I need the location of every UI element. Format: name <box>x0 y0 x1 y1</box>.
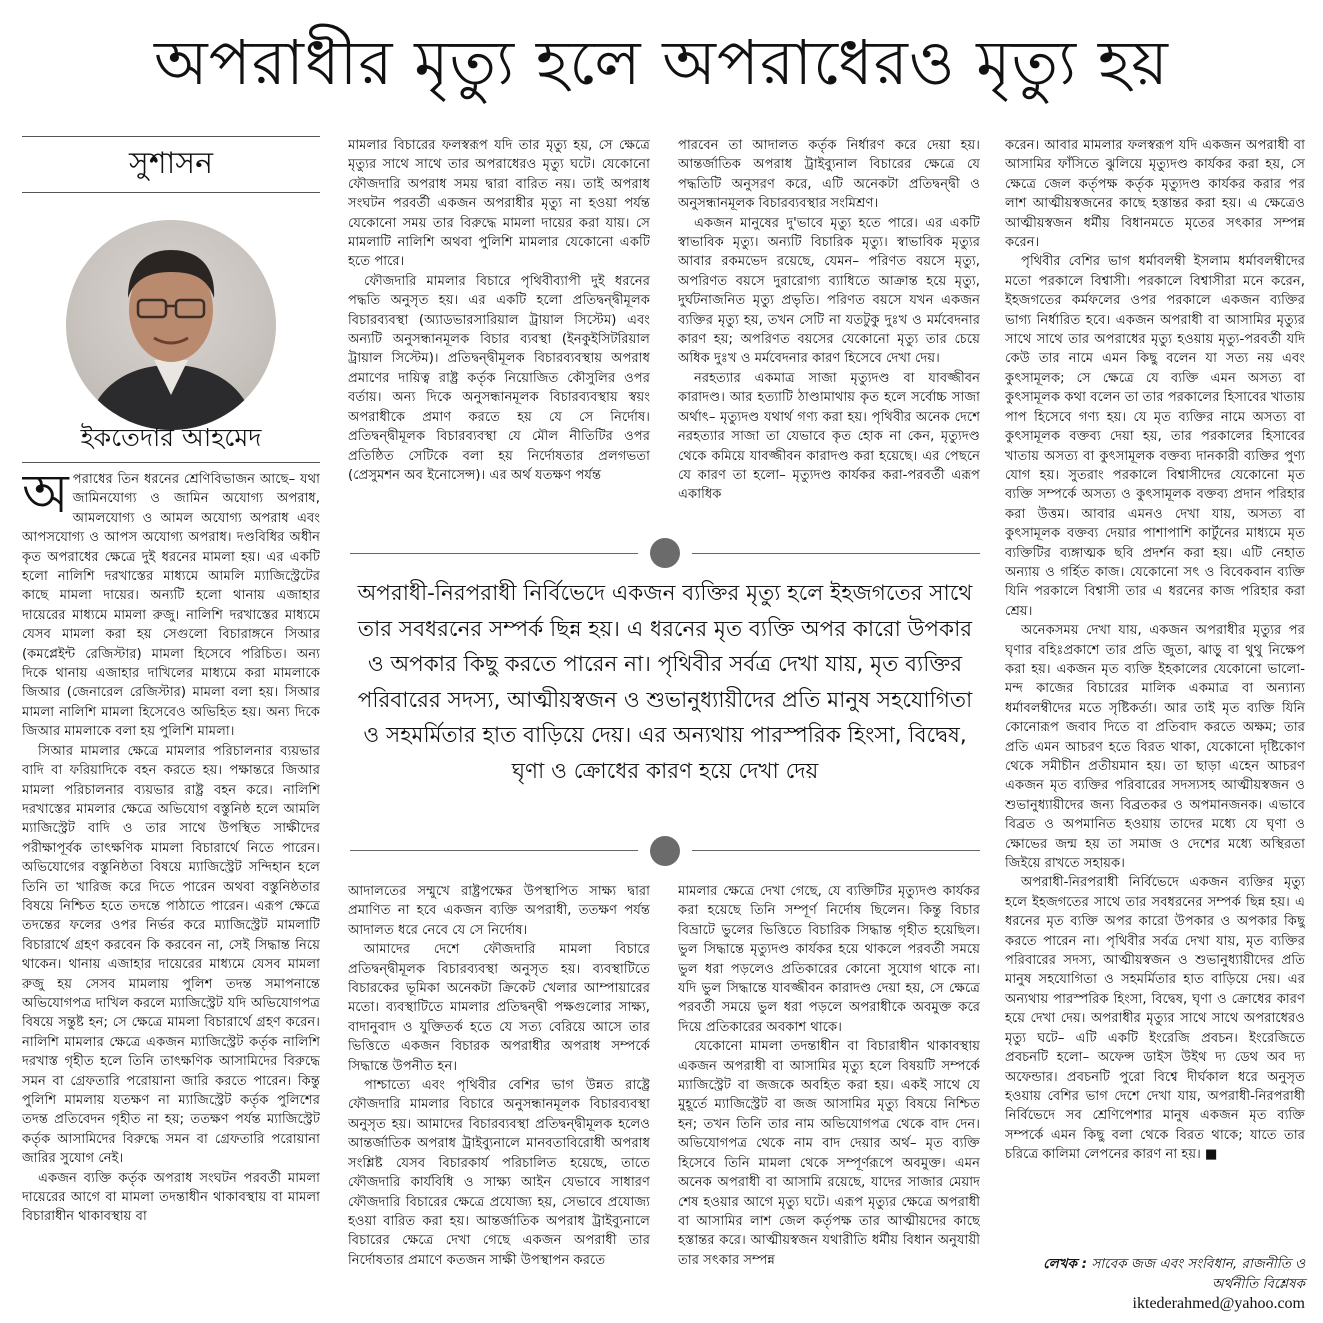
section-title: সুশাসন <box>129 146 213 181</box>
intro-paragraph <box>22 470 320 742</box>
paragraph: অনেকসময় দেখা যায়, একজন অপরাধীর মৃত্যুর পর ঘৃণার বহিঃপ্রকাশে তার প্রতি জুতা, ঝাড়ু বা থুথু নিক্ষেপ করা হয়। একজন মৃত ব্যক্তি ইহকালের যেকোনো ভালো-মন্দ কাজের বিচারের মালিক একমাত্র বা অন্যান্য ধর্মাবলম্বীদের মতে সৃষ্টিকর্তা। আর তাই মৃত ব্যক্তি যিনি কোনোরূপ জবাব দিতে বা প্রতিবাদ করতে অক্ষম; তার প্রতি এমন আচরণ হতে বিরত থাকা, যেকোনো দৃষ্টিকোণ থেকে সমীচীন প্রতীয়মান হয়। তা ছাড়া এহেন আচরণ একজন মৃত ব্যক্তির পরিবারের সদস্যসহ আত্মীয়স্বজন ও শুভানুধ্যায়ীদের জন্য বিব্রতকর ও অপমানজনক। এভাবে বিব্রত ও অপমানিত হওয়ায় তাদের মধ্যে যে ঘৃণা ও ক্ষোভের জন্ম হয় তা সমাজ ও দেশের মধ্যে অস্থিরতা জিইয়ে রাখতে সহায়ক। <box>1005 623 1305 872</box>
author-photo <box>66 220 276 430</box>
pullquote-rule-left-top <box>350 553 638 554</box>
paragraph: ফৌজদারি মামলার বিচারে পৃথিবীব্যাপী দুই ধরনের পদ্ধতি অনুসৃত হয়। এর একটি হলো প্রতিদ্বন্দ্বীমূলক বিচারব্যবস্থা (অ্যাডভারসারিয়াল ট্রায়াল সিস্টেম) এবং অন্যটি অনুসন্ধানমূলক বিচার ব্যবস্থা (ইনকুইসিটরিয়াল ট্রায়াল সিস্টেম)। প্রতিদ্বন্দ্বীমূলক বিচারব্যবস্থায় অপরাধ প্রমাণের দায়িত্ব রাষ্ট্র কর্তৃক নিয়োজিত কৌসুলির ওপর বর্তায়। অন্য দিকে অনুসন্ধানমূলক বিচারব্যবস্থায় স্বয়ং অপরাধীকে প্রমাণ করতে হয় যে সে নির্দোষ। প্রতিদ্বন্দ্বীমূলক বিচারব্যবস্থা যে মৌল নীতিটির ওপর প্রতিষ্ঠিত সেটিকে বলা হয় নির্দোষতার প্রলগভতা (প্রেসুমশন অব ইনোসেন্স)। এর অর্থ যতক্ষণ পর্যন্ত <box>348 273 650 483</box>
author-credit <box>1005 1254 1305 1314</box>
credit-line-1: সাবেক জজ এবং সংবিধান, রাজনীতি ও <box>1091 1256 1305 1272</box>
pullquote-rule-right-bottom <box>692 850 980 851</box>
pullquote-dot-top <box>650 538 680 568</box>
author-portrait-illustration <box>66 220 276 430</box>
paragraph: পাশ্চাত্যে এবং পৃথিবীর বেশির ভাগ উন্নত রাষ্ট্রে ফৌজদারি মামলার বিচারে অনুসন্ধানমূলক বিচারব্যবস্থা অনুসৃত হয়। আমাদের বিচারব্যবস্থা প্রতিদ্বন্দ্বীমূলক হলেও আন্তর্জাতিক অপরাধ ট্রাইব্যুনালে মানবতাবিরোধী অপরাধ সংশ্লিষ্ট যেসব বিচারকার্য পরিচালিত হয়েছে, তাতে ফৌজদারি কার্যবিধি ও সাক্ষ্য আইন যেভাবে সাধারণ ফৌজদারি বিচারের ক্ষেত্রে প্রযোজ্য হয়, সেভাবে প্রযোজ্য হওয়া বারিত করা হয়। আন্তর্জাতিক অপরাধ ট্রাইব্যুনালে বিচারের ক্ষেত্রে দেখা গেছে একজন অপরাধী তার নির্দোষতার প্রমাণে কতজন সাক্ষী উপস্থাপন করতে <box>348 1078 650 1268</box>
column-2-top <box>348 136 650 528</box>
section-rule-bottom <box>22 192 320 193</box>
column-3-top <box>678 136 980 528</box>
credit-line-2: অর্থনীতি বিশ্লেষক <box>1211 1276 1305 1292</box>
paragraph: সিআর মামলার ক্ষেত্রে মামলার পরিচালনার ব্যয়ভার বাদি বা ফরিয়াদিকে বহন করতে হয়। পক্ষান্তরে জিআর মামলা পরিচালনার ব্যয়ভার রাষ্ট্র বহন করে। নালিশি দরখাস্তের মামলার ক্ষেত্রে অভিযোগ বস্তুনিষ্ঠ হলে আমলি ম্যাজিস্ট্রেট বাদি ও তার সাথে উপস্থিত সাক্ষীদের পরীক্ষাপূর্বক তাৎক্ষণিক মামলা বিচারার্থে নিতে পারেন। অভিযোগের বস্তুনিষ্ঠতা বিষয়ে ম্যাজিস্ট্রেট সন্দিহান হলে তিনি তা খারিজ করে দিতে পারেন অথবা বস্তুনিষ্ঠতার বিষয়ে নিশ্চিত হতে তদন্তে পাঠাতে পারেন। এরূপ ক্ষেত্রে তদন্তের ফলের ওপর নির্ভর করে ম্যাজিস্ট্রেট মামলাটি বিচারার্থে গ্রহণ করবেন কি করবেন না, সেই সিদ্ধান্ত নিয়ে থাকেন। থানায় এজাহার দায়েরের মাধ্যমে যেসব মামলা রুজু হয় সেসব মামলায় পুলিশ তদন্ত সমাপনান্তে অভিযোগপত্র দাখিল করলে ম্যাজিস্ট্রেট যদি অভিযোগপত্র বিষয়ে সন্তুষ্ট হন; সে ক্ষেত্রে মামলা বিচারার্থে গ্রহণ করেন। নালিশি মামলার ক্ষেত্রে একজন ম্যাজিস্ট্রেট কর্তৃক নালিশি দরখাস্ত গৃহীত হলে তিনি তাৎক্ষণিক আসামিদের বিরুদ্ধে সমন বা গ্রেফতারি পরোয়ানা জারি করতে পারেন। কিন্তু পুলিশি মামলায় যতক্ষণ না ম্যাজিস্ট্রেট কর্তৃক পুলিশের তদন্ত প্রতিবেদন গৃহীত না হয়; ততক্ষণ পর্যন্ত ম্যাজিস্ট্রেট কর্তৃক আসামিদের বিরুদ্ধে সমন বা গ্রেফতারি পরোয়ানা জারির সুযোগ নেই। <box>22 743 320 1167</box>
author-rule <box>22 462 320 463</box>
column-4 <box>1005 136 1305 1248</box>
paragraph: নরহত্যার একমাত্র সাজা মৃত্যুদণ্ড বা যাবজ্জীবন কারাদণ্ড। আর হত্যাটি ঠাণ্ডামাথায় কৃত হলে সর্বোচ্চ সাজা অর্থাৎ– মৃত্যুদণ্ড যথার্থ গণ্য করা হয়। পৃথিবীর অনেক দেশে নরহত্যার সাজা তা যেভাবে কৃত হোক না কেন, মৃত্যুদণ্ড থেকে কমিয়ে যাবজ্জীবন কারাদণ্ড করা হয়েছে। এর পেছনে যে কারণ তা হলো– মৃত্যুদণ্ড কার্যকর করা-পরবর্তী এরূপ একাধিক <box>678 370 980 503</box>
pull-quote: অপরাধী-নিরপরাধী নির্বিভেদে একজন ব্যক্তির মৃত্যু হলে ইহজগতের সাথে তার সবধরনের সম্পর্ক ছিন্ন হয়। এ ধরনের মৃত ব্যক্তি অপর কারো উপকার ও অপকার কিছু করতে পারেন না। পৃথিবীর সর্বত্র দেখা যায়, মৃত ব্যক্তির পরিবারের সদস্য, আত্মীয়স্বজন ও শুভানুধ্যায়ীদের প্রতি মানুষ সহযোগিতা ও সহমর্মিতার হাত বাড়িয়ে দেয়। এর অন্যথায় পারস্পরিক হিংসা, বিদ্বেষ, ঘৃণা ও ক্রোধের কারণ হয়ে দেখা দেয় <box>357 581 973 784</box>
paragraph: মামলার ক্ষেত্রে দেখা গেছে, যে ব্যক্তিটির মৃত্যুদণ্ড কার্যকর করা হয়েছে তিনি সম্পূর্ণ নির্দোষ ছিলেন। কিন্তু বিচার বিভ্রাটে ভুলের ভিত্তিতে বিচারিক সিদ্ধান্ত গৃহীত হয়েছিল। ভুল সিদ্ধান্তে মৃত্যুদণ্ড কার্যকর হয়ে থাকলে পরবর্তী সময়ে ভুল ধরা পড়লেও প্রতিকারের কোনো সুযোগ থাকে না। যদি ভুল সিদ্ধান্তে যাবজ্জীবন কারাদণ্ড দেয়া হয়, সে ক্ষেত্রে পরবর্তী সময়ে ভুল ধরা পড়লে অপরাধীকে অবমুক্ত করে দিয়ে প্রতিকারের অবকাশ থাকে। <box>678 884 980 1035</box>
author-email[interactable]: iktederahmed@yahoo.com <box>1132 1295 1305 1312</box>
section-rule-top <box>22 136 320 137</box>
author-name: ইকতেদার আহমেদ <box>80 423 262 452</box>
pullquote-rule-left-bottom <box>350 850 638 851</box>
paragraph: আদালতের সম্মুখে রাষ্ট্রপক্ষের উপস্থাপিত সাক্ষ্য দ্বারা প্রমাণিত না হবে একজন ব্যক্তি অপরাধী, ততক্ষণ পর্যন্ত আদালত ধরে নেবে যে সে নির্দোষ। <box>348 884 650 938</box>
intro-text: পরাধের তিন ধরনের শ্রেণিবিভাজন আছে– যথা জামিনযোগ্য ও জামিন অযোগ্য অপরাধ, আমলযোগ্য ও আমল অযোগ্য অপরাধ এবং আপসযোগ্য ও আপস অযোগ্য অপরাধ। দণ্ডবিধির অধীন কৃত অপরাধের ক্ষেত্রে দুই ধরনের মামলা হয়। এর একটি হলো নালিশি দরখাস্তের মাধ্যমে আমলি ম্যাজিস্ট্রেটের কাছে মামলা দায়ের। অন্যটি হলো থানায় এজাহার দায়েরের মাধ্যমে মামলা রুজু। নালিশি দরখাস্তের মাধ্যমে যেসব মামলা করা হয় সেগুলো বিচারাঙ্গনে সিআর (কমপ্লেইন্ট রেজিস্টার) মামলা হিসেবে পরিচিত। অন্য দিকে থানায় এজাহার দাখিলের মাধ্যমে করা মামলাকে জিআর (জেনারেল রেজিস্টার) মামলা বলা হয়। সিআর মামলা নালিশি মামলা হিসেবেও অভিহিত হয়। অন্য দিকে জিআর মামলাকে বলা হয় পুলিশি মামলা। <box>22 472 320 740</box>
paragraph: করেন। আবার মামলার ফলস্বরূপ যদি একজন অপরাধী বা আসামির ফাঁসিতে ঝুলিয়ে মৃত্যুদণ্ড কার্যকর করা হয়, সে ক্ষেত্রে জেল কর্তৃপক্ষ কর্তৃক মৃত্যুদণ্ড কার্যকর করার পর লাশ আত্মীয়স্বজনের কাছে হস্তান্তর করা হয়। এ ক্ষেত্রেও আত্মীয়স্বজন ধর্মীয় বিধানমতে মৃতের সৎকার সম্পন্ন করেন। <box>1005 138 1305 251</box>
paragraph: একজন ব্যক্তি কর্তৃক অপরাধ সংঘটন পরবর্তী মামলা দায়েরের আগে বা মামলা তদন্তাধীন থাকাবস্থায় বা মামলা বিচারাধীন থাকাবস্থায় বা <box>22 1170 320 1225</box>
drop-cap: অ <box>22 470 69 525</box>
paragraph: আমাদের দেশে ফৌজদারি মামলা বিচারে প্রতিদ্বন্দ্বীমূলক বিচারব্যবস্থা অনুসৃত হয়। ব্যবস্থাটিতে বিচারকের ভূমিকা অনেকটা ক্রিকেট খেলার আম্পায়ারের মতো। ব্যবস্থাটিতে মামলার প্রতিদ্বন্দ্বী পক্ষগুলোর সাক্ষ্য, বাদানুবাদ ও যুক্তিতর্ক হতে যে সত্য বেরিয়ে আসে তার ভিত্তিতে একজন বিচারক অপরাধীর অপরাধ সম্পর্কে সিদ্ধান্তে উপনীত হন। <box>348 942 650 1074</box>
column-2-bottom <box>348 882 650 1320</box>
paragraph: অপরাধী-নিরপরাধী নির্বিভেদে একজন ব্যক্তির মৃত্যু হলে ইহজগতের সাথে তার সবধরনের সম্পর্ক ছিন্ন হয়। এ ধরনের মৃত ব্যক্তি অপর কারো উপকার ও অপকার কিছু করতে পারেন না। পৃথিবীর সর্বত্র দেখা যায়, মৃত ব্যক্তির পরিবারের সদস্য, আত্মীয়স্বজন ও শুভানুধ্যায়ীদের প্রতি মানুষ সহযোগিতা ও সহমর্মিতার হাত বাড়িয়ে দেয়। এর অন্যথায় পারস্পরিক হিংসা, বিদ্বেষ, ঘৃণা ও ক্রোধের কারণ হয়ে দেখা দেয়। অপরাধীর মৃত্যুর সাথে সাথে অপরাধেরও মৃত্যু ঘটে– এটি একটি ইংরেজি প্রবচন। ইংরেজিতে প্রবচনটি হলো– অফেন্স ডাইস উইথ দ্য ডেথ অব দ্য অফেন্ডার। প্রবচনটি পুরো বিশ্বে দীর্ঘকাল ধরে অনুসৃত হওয়ায় বেশির ভাগ দেশে দেখা যায়, অপরাধী-নিরপরাধী নির্বিভেদে সব শ্রেণিপেশার মানুষ একজন মৃত ব্যক্তি সম্পর্কে এমন কিছু বলা থেকে বিরত থাকে; যাতে তার চরিত্রে কালিমা লেপনের কারণ না হয়। ■ <box>1005 875 1305 1163</box>
column-1 <box>22 470 320 1320</box>
paragraph: যেকোনো মামলা তদন্তাধীন বা বিচারাধীন থাকাবস্থায় একজন অপরাধী বা আসামির মৃত্যু হলে বিষয়টি সম্পর্কে ম্যাজিস্ট্রেট বা জজকে অবহিত করা হয়। একই সাথে যে মুহূর্তে ম্যাজিস্ট্রেট বা জজ আসামির মৃত্যু বিষয়ে নিশ্চিত হন; তখন তিনি তার নাম অভিযোগপত্র থেকে বাদ দেন। অভিযোগপত্র থেকে নাম বাদ দেয়ার অর্থ– মৃত ব্যক্তি হিসেবে তিনি মামলা থেকে সম্পূর্ণরূপে অবমুক্ত। এমন অনেক অপরাধী বা আসামি রয়েছে, যাদের সাজার মেয়াদ শেষ হওয়ার আগে মৃত্যু ঘটে। এরূপ মৃত্যুর ক্ষেত্রে অপরাধী বা আসামির লাশ জেল কর্তৃপক্ষ তার আত্মীয়দের কাছে হস্তান্তর করে। আত্মীয়স্বজন যথারীতি ধর্মীয় বিধান অনুযায়ী তার সৎকার সম্পন্ন <box>678 1039 980 1268</box>
pullquote-dot-bottom <box>650 836 680 866</box>
headline: অপরাধীর মৃত্যু হলে অপরাধেরও মৃত্যু হয় <box>154 26 1169 99</box>
paragraph: একজন মানুষের দু'ভাবে মৃত্যু হতে পারে। এর একটি স্বাভাবিক মৃত্যু। অন্যটি বিচারিক মৃত্যু। স্বাভাবিক মৃত্যুর আবার রকমভেদ রয়েছে, যেমন– পরিণত বয়সে মৃত্যু, অপরিণত বয়সে দুরারোগ্য ব্যাধিতে আক্রান্ত হয়ে মৃত্যু, দুর্ঘটনাজনিত মৃত্যু প্রভৃতি। পরিণত বয়সে যখন একজন ব্যক্তির মৃত্যু হয়, তখন সেটি না যতটুকু দুঃখ ও মর্মবেদনার কারণ হয়; অপরিণত বয়সের যেকোনো মৃত্যু তার চেয়ে অধিক দুঃখ ও মর্মবেদনার কারণ হিসেবে দেখা দেয়। <box>678 215 980 367</box>
paragraph: পৃথিবীর বেশির ভাগ ধর্মাবলম্বী ইসলাম ধর্মাবলম্বীদের মতো পরকালে বিশ্বাসী। পরকালে বিশ্বাসীরা মনে করেন, ইহজগতের কর্মফলের ওপর পরকালে একজন ব্যক্তির ভাগ্য নির্ধারিত হবে। একজন অপরাধী বা আসামির মৃত্যুর সাথে সাথে তার অপরাধের মৃত্যু হওয়ায় মৃত্যু-পরবর্তী যদি কেউ তার নামে এমন কিছু বলেন যা সত্য নয় এবং কুৎসামূলক; সে ক্ষেত্রে যে ব্যক্তি এমন অসত্য বা কুৎসামূলক কথা বলেন তা তার পরকালের হিসাবের খাতায় পাপ হিসেবে গণ্য হয়। যে মৃত ব্যক্তির নামে অসত্য বা কুৎসামূলক বক্তব্য দেয়া হয়, তার পরকালের হিসাবের খাতায় অসত্য বা কুৎসামূলক বক্তব্য দানকারী ব্যক্তির পুণ্য যোগ হয়। সুতরাং পরকালে বিশ্বাসীদের যেকোনো মৃত ব্যক্তি সম্পর্কে অসত্য ও কুৎসামূলক বক্তব্য প্রদান পরিহার করা উত্তম। আবার এমনও দেখা যায়, অসত্য বা কুৎসামূলক বক্তব্য দেয়ার পাশাপাশি কার্টুনের মাধ্যমে মৃত ব্যক্তিটির ব্যঙ্গাত্মক ছবি প্রদর্শন করা হয়। এটি নেহাত অন্যায় ও গর্হিত কাজ। যেকোনো সৎ ও বিবেকবান ব্যক্তি যিনি পরকালে বিশ্বাসী তার এ ধরনের কাজ পরিহার করা শ্রেয়। <box>1005 254 1305 619</box>
column-3-bottom <box>678 882 980 1320</box>
paragraph: পারবেন তা আদালত কর্তৃক নির্ধারণ করে দেয়া হয়। আন্তর্জাতিক অপরাধ ট্রাইব্যুনাল বিচারের ক্ষেত্রে যে পদ্ধতিটি অনুসরণ করে, এটি অনেকটা প্রতিদ্বন্দ্বী ও অনুসন্ধানমূলক বিচারব্যবস্থার সংমিশ্রণ। <box>678 138 980 212</box>
paragraph: মামলার বিচারের ফলস্বরূপ যদি তার মৃত্যু হয়, সে ক্ষেত্রে মৃত্যুর সাথে সাথে তার অপরাধেরও মৃত্যু ঘটে। যেকোনো ফৌজদারি অপরাধ সময় দ্বারা বারিত নয়। তাই অপরাধ সংঘটন পরবর্তী একজন অপরাধীর মৃত্যু না হওয়া পর্যন্ত যেকোনো সময় তার বিরুদ্ধে মামলা দায়ের করা যায়। সে মামলাটি নালিশি অথবা পুলিশি মামলার যেকোনো একটি হতে পারে। <box>348 138 650 270</box>
pullquote-rule-right-top <box>692 553 980 554</box>
credit-label: লেখক : <box>1043 1256 1088 1272</box>
